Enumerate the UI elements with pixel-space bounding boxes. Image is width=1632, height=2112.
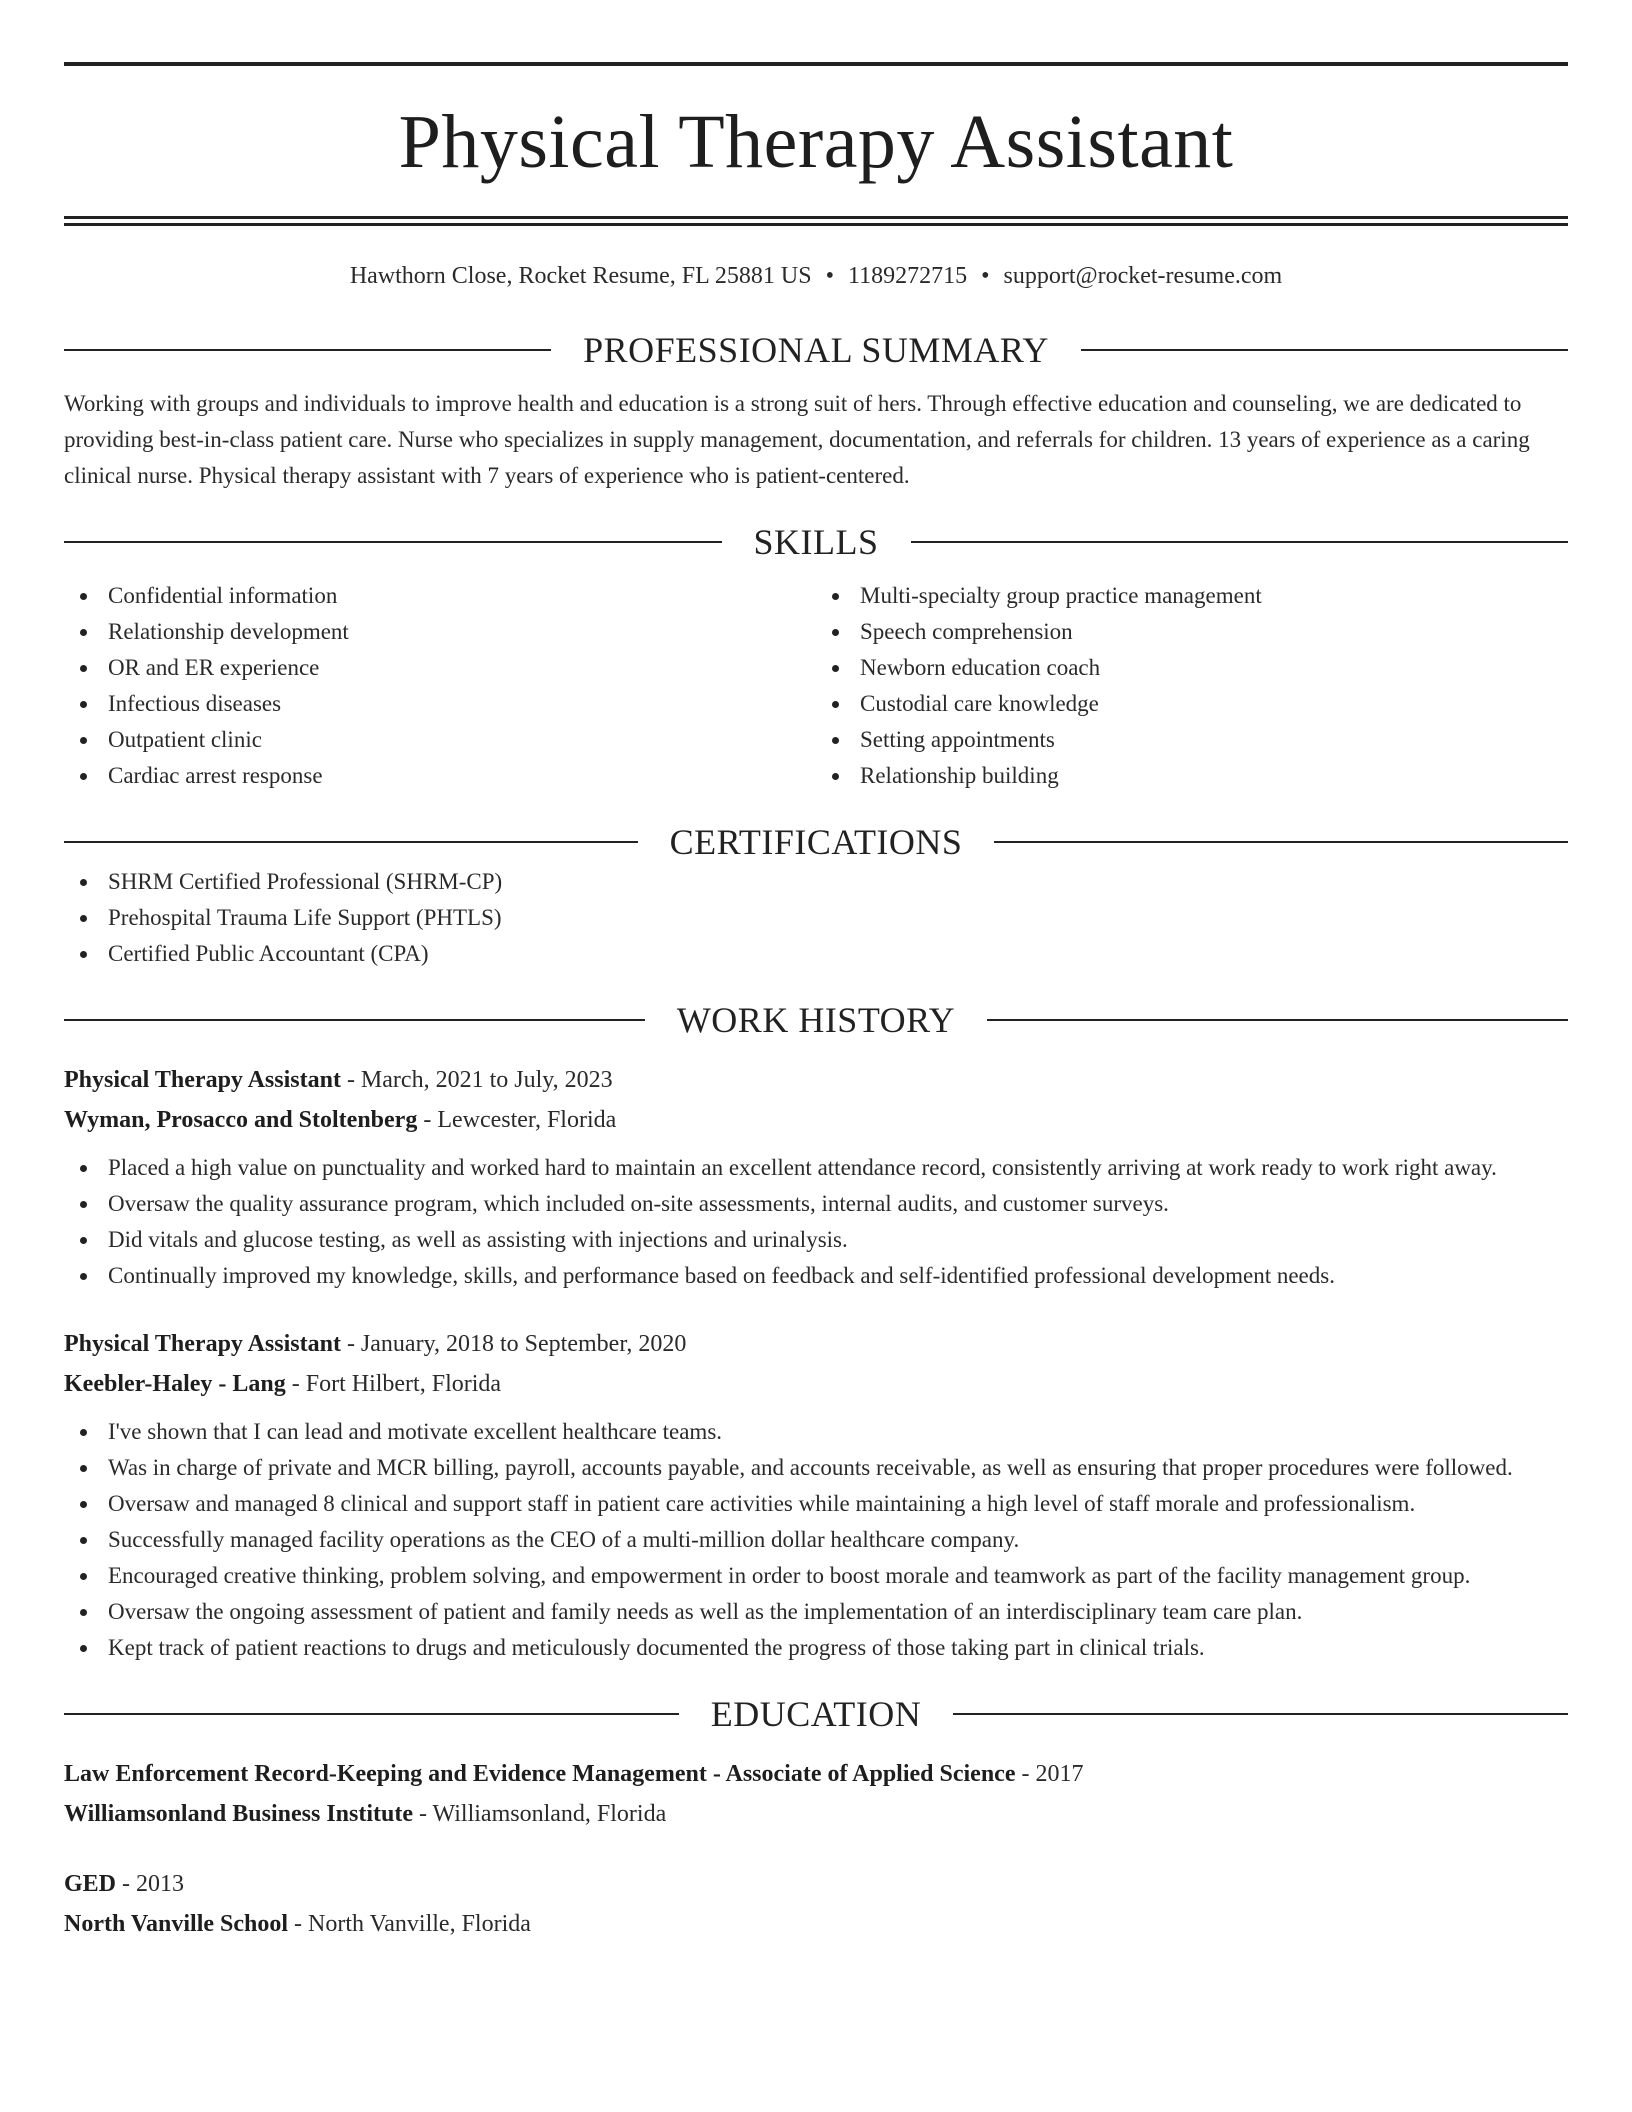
job-title-line: [64, 1324, 1568, 1364]
skill-item: Custodial care knowledge: [816, 686, 1568, 722]
job-bullet: Kept track of patient reactions to drugs and meticulously documented the progress of those taking part in clinical trials.: [64, 1630, 1568, 1666]
education-school: Williamsonland Business Institute: [64, 1801, 413, 1827]
certification-item: SHRM Certified Professional (SHRM-CP): [64, 864, 1568, 900]
contact-separator: •: [981, 263, 990, 289]
education-degree: Law Enforcement Record-Keeping and Evidence Management - Associate of Applied Science: [64, 1761, 1016, 1787]
education-heading-label: EDUCATION: [710, 1694, 922, 1734]
skills-list-right: [816, 578, 1568, 794]
job-bullets: [64, 1414, 1568, 1666]
skills-columns: [64, 578, 1568, 794]
certifications-heading: [64, 820, 1568, 864]
job-title: Physical Therapy Assistant: [64, 1067, 341, 1093]
education-school: North Vanville School: [64, 1911, 289, 1937]
job-title-line: [64, 1060, 1568, 1100]
contact-email: support@rocket-resume.com: [1003, 263, 1283, 289]
heading-rule: [64, 349, 551, 351]
education-degree-line: [64, 1864, 1568, 1904]
education-entry: [64, 1864, 1568, 1944]
heading-rule: [987, 1019, 1568, 1021]
education-location: - Williamsonland, Florida: [413, 1801, 667, 1827]
certification-item: Certified Public Accountant (CPA): [64, 936, 1568, 972]
job-bullet: Oversaw and managed 8 clinical and support staff in patient care activities while maintaining a high level of staff morale and professionalism.: [64, 1486, 1568, 1522]
job-dates: - January, 2018 to September, 2020: [340, 1331, 687, 1357]
job-entry: [64, 1324, 1568, 1666]
summary-heading-label: PROFESSIONAL SUMMARY: [583, 330, 1049, 370]
job-bullets: [64, 1150, 1568, 1294]
skill-item: Relationship building: [816, 758, 1568, 794]
summary-heading: [64, 328, 1568, 372]
work-history-heading: [64, 998, 1568, 1042]
education-school-line: [64, 1794, 1568, 1834]
skill-item: Setting appointments: [816, 722, 1568, 758]
job-dates: - March, 2021 to July, 2023: [340, 1067, 613, 1093]
heading-rule: [64, 1713, 679, 1715]
job-bullet: I've shown that I can lead and motivate excellent healthcare teams.: [64, 1414, 1568, 1450]
job-company: Keebler-Haley - Lang: [64, 1371, 286, 1397]
job-bullet: Successfully managed facility operations as the CEO of a multi-million dollar healthcare company.: [64, 1522, 1568, 1558]
skill-item: Speech comprehension: [816, 614, 1568, 650]
job-company-line: [64, 1100, 1568, 1140]
skill-item: Newborn education coach: [816, 650, 1568, 686]
job-bullet: Did vitals and glucose testing, as well as assisting with injections and urinalysis.: [64, 1222, 1568, 1258]
education-heading: [64, 1692, 1568, 1736]
heading-rule: [64, 1019, 645, 1021]
skill-item: Relationship development: [64, 614, 816, 650]
contact-line: [64, 260, 1568, 292]
education-degree-line: [64, 1754, 1568, 1794]
skill-item: Infectious diseases: [64, 686, 816, 722]
job-bullet: Placed a high value on punctuality and worked hard to maintain an excellent attendance record, consistently arriving at work ready to work right away.: [64, 1150, 1568, 1186]
skills-heading-label: SKILLS: [753, 522, 879, 562]
skill-item: Confidential information: [64, 578, 816, 614]
job-title: Physical Therapy Assistant: [64, 1331, 341, 1357]
job-bullet: Continually improved my knowledge, skills, and performance based on feedback and self-identified professional development needs.: [64, 1258, 1568, 1294]
heading-rule: [64, 541, 722, 543]
education-degree: GED: [64, 1871, 117, 1897]
skill-item: OR and ER experience: [64, 650, 816, 686]
skill-item: Outpatient clinic: [64, 722, 816, 758]
heading-rule: [1081, 349, 1568, 351]
job-location: - Lewcester, Florida: [417, 1107, 617, 1133]
education-school-line: [64, 1904, 1568, 1944]
skills-heading: [64, 520, 1568, 564]
skill-item: Cardiac arrest response: [64, 758, 816, 794]
heading-rule: [911, 541, 1569, 543]
contact-address: Hawthorn Close, Rocket Resume, FL 25881 US: [349, 263, 812, 289]
job-company-line: [64, 1364, 1568, 1404]
job-entry: [64, 1060, 1568, 1294]
skill-item: Multi-specialty group practice management: [816, 578, 1568, 614]
education-year: - 2013: [116, 1871, 185, 1897]
top-rule: [64, 62, 1568, 66]
summary-text: Working with groups and individuals to improve health and education is a strong suit of hers. Through effective education and counseling, we are dedicated to providing best-in-class patient care. Nurse who specializes in supply management, documentation, and referrals for children. 13 years of experience as a caring clinical nurse. Physical therapy assistant with 7 years of experience who is patient-centered.: [64, 391, 1530, 488]
job-location: - Fort Hilbert, Florida: [285, 1371, 502, 1397]
title-double-rule: [64, 216, 1568, 226]
job-bullet: Encouraged creative thinking, problem solving, and empowerment in order to boost morale and teamwork as part of the facility management group.: [64, 1558, 1568, 1594]
heading-rule: [953, 1713, 1568, 1715]
job-bullet: Oversaw the ongoing assessment of patient and family needs as well as the implementation of an interdisciplinary team care plan.: [64, 1594, 1568, 1630]
heading-rule: [994, 841, 1568, 843]
job-bullet: Oversaw the quality assurance program, which included on-site assessments, internal audits, and customer surveys.: [64, 1186, 1568, 1222]
work-history-heading-label: WORK HISTORY: [676, 1000, 956, 1040]
contact-phone: 1189272715: [847, 263, 968, 289]
skills-list-left: [64, 578, 816, 794]
heading-rule: [64, 841, 638, 843]
certifications-list: [64, 864, 1568, 972]
job-company: Wyman, Prosacco and Stoltenberg: [64, 1107, 418, 1133]
certification-item: Prehospital Trauma Life Support (PHTLS): [64, 900, 1568, 936]
education-year: - 2017: [1015, 1761, 1084, 1787]
education-entry: [64, 1754, 1568, 1834]
job-bullet: Was in charge of private and MCR billing, payroll, accounts payable, and accounts receivable, as well as ensuring that proper procedures were followed.: [64, 1450, 1568, 1486]
resume-title: Physical Therapy Assistant: [398, 100, 1234, 184]
certifications-heading-label: CERTIFICATIONS: [669, 822, 963, 862]
contact-separator: •: [825, 263, 834, 289]
education-location: - North Vanville, Florida: [288, 1911, 531, 1937]
